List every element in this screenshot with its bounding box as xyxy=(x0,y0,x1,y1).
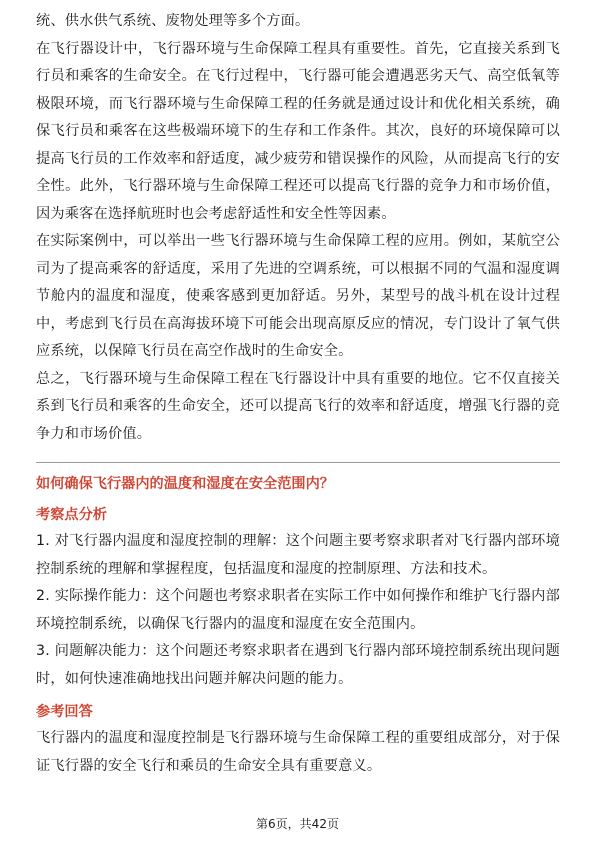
analysis-item: 3. 问题解决能力：这个问题还考察求职者在遇到飞行器内部环境控制系统出现问题时，如何快速准确地找出问题并解决问题的能力。 xyxy=(36,643,560,687)
document-content xyxy=(36,8,560,780)
body-paragraph-continuation: 统、供水供气系统、废物处理等多个方面。 xyxy=(36,13,310,29)
analysis-item: 2. 实际操作能力：这个问题也考察求职者在实际工作中如何操作和维护飞行器内部环境控制系统，以确保飞行器内的温度和湿度在安全范围内。 xyxy=(36,588,560,632)
analysis-list xyxy=(36,528,560,693)
analysis-item: 1. 对飞行器内温度和湿度控制的理解：这个问题主要考察求职者对飞行器内部环境控制系统的理解和掌握程度，包括温度和湿度的控制原理、方法和技术。 xyxy=(36,533,560,577)
body-paragraph-cases: 在实际案例中，可以举出一些飞行器环境与生命保障工程的应用。例如，某航空公司为了提高乘客的舒适度，采用了先进的空调系统，可以根据不同的气温和湿度调节舱内的温度和湿度，使乘客感到更加舒适。另外，某型号的战斗机在设计过程中，考虑到飞行员在高海拔环境下可能会出现高原反应的情况，专门设计了氧气供应系统，以保障飞行员在高空作战时的生命安全。 xyxy=(36,233,560,359)
page-number-footer: 第6页，共42页 xyxy=(256,817,339,831)
reference-answer-text: 飞行器内的温度和湿度控制是飞行器环境与生命保障工程的重要组成部分，对于保证飞行器的安全飞行和乘员的生命安全具有重要意义。 xyxy=(36,730,560,774)
body-paragraph-importance: 在飞行器设计中，飞行器环境与生命保障工程具有重要性。首先，它直接关系到飞行员和乘客的生命安全。在飞行过程中，飞行器可能会遭遇恶劣天气、高空低氧等极限环境，而飞行器环境与生命保障工程的任务就是通过设计和优化相关系统，确保飞行员和乘客在这些极端环境下的生存和工作条件。其次，良好的环境保障可以提高飞行员的工作效率和舒适度，减少疲劳和错误操作的风险，从而提高飞行的安全性。此外，飞行器环境与生命保障工程还可以提高飞行器的竞争力和市场价值，因为乘客在选择航班时也会考虑舒适性和安全性等因素。 xyxy=(36,40,560,222)
reference-heading: 参考回答 xyxy=(36,704,93,720)
section-divider xyxy=(36,462,560,463)
body-paragraph-summary: 总之，飞行器环境与生命保障工程在飞行器设计中具有重要的地位。它不仅直接关系到飞行员和乘客的生命安全，还可以提高飞行的效率和舒适度，增强飞行器的竞争力和市场价值。 xyxy=(36,370,560,442)
interview-question: 如何确保飞行器内的温度和湿度在安全范围内？ xyxy=(36,476,334,492)
analysis-heading: 考察点分析 xyxy=(36,507,107,523)
